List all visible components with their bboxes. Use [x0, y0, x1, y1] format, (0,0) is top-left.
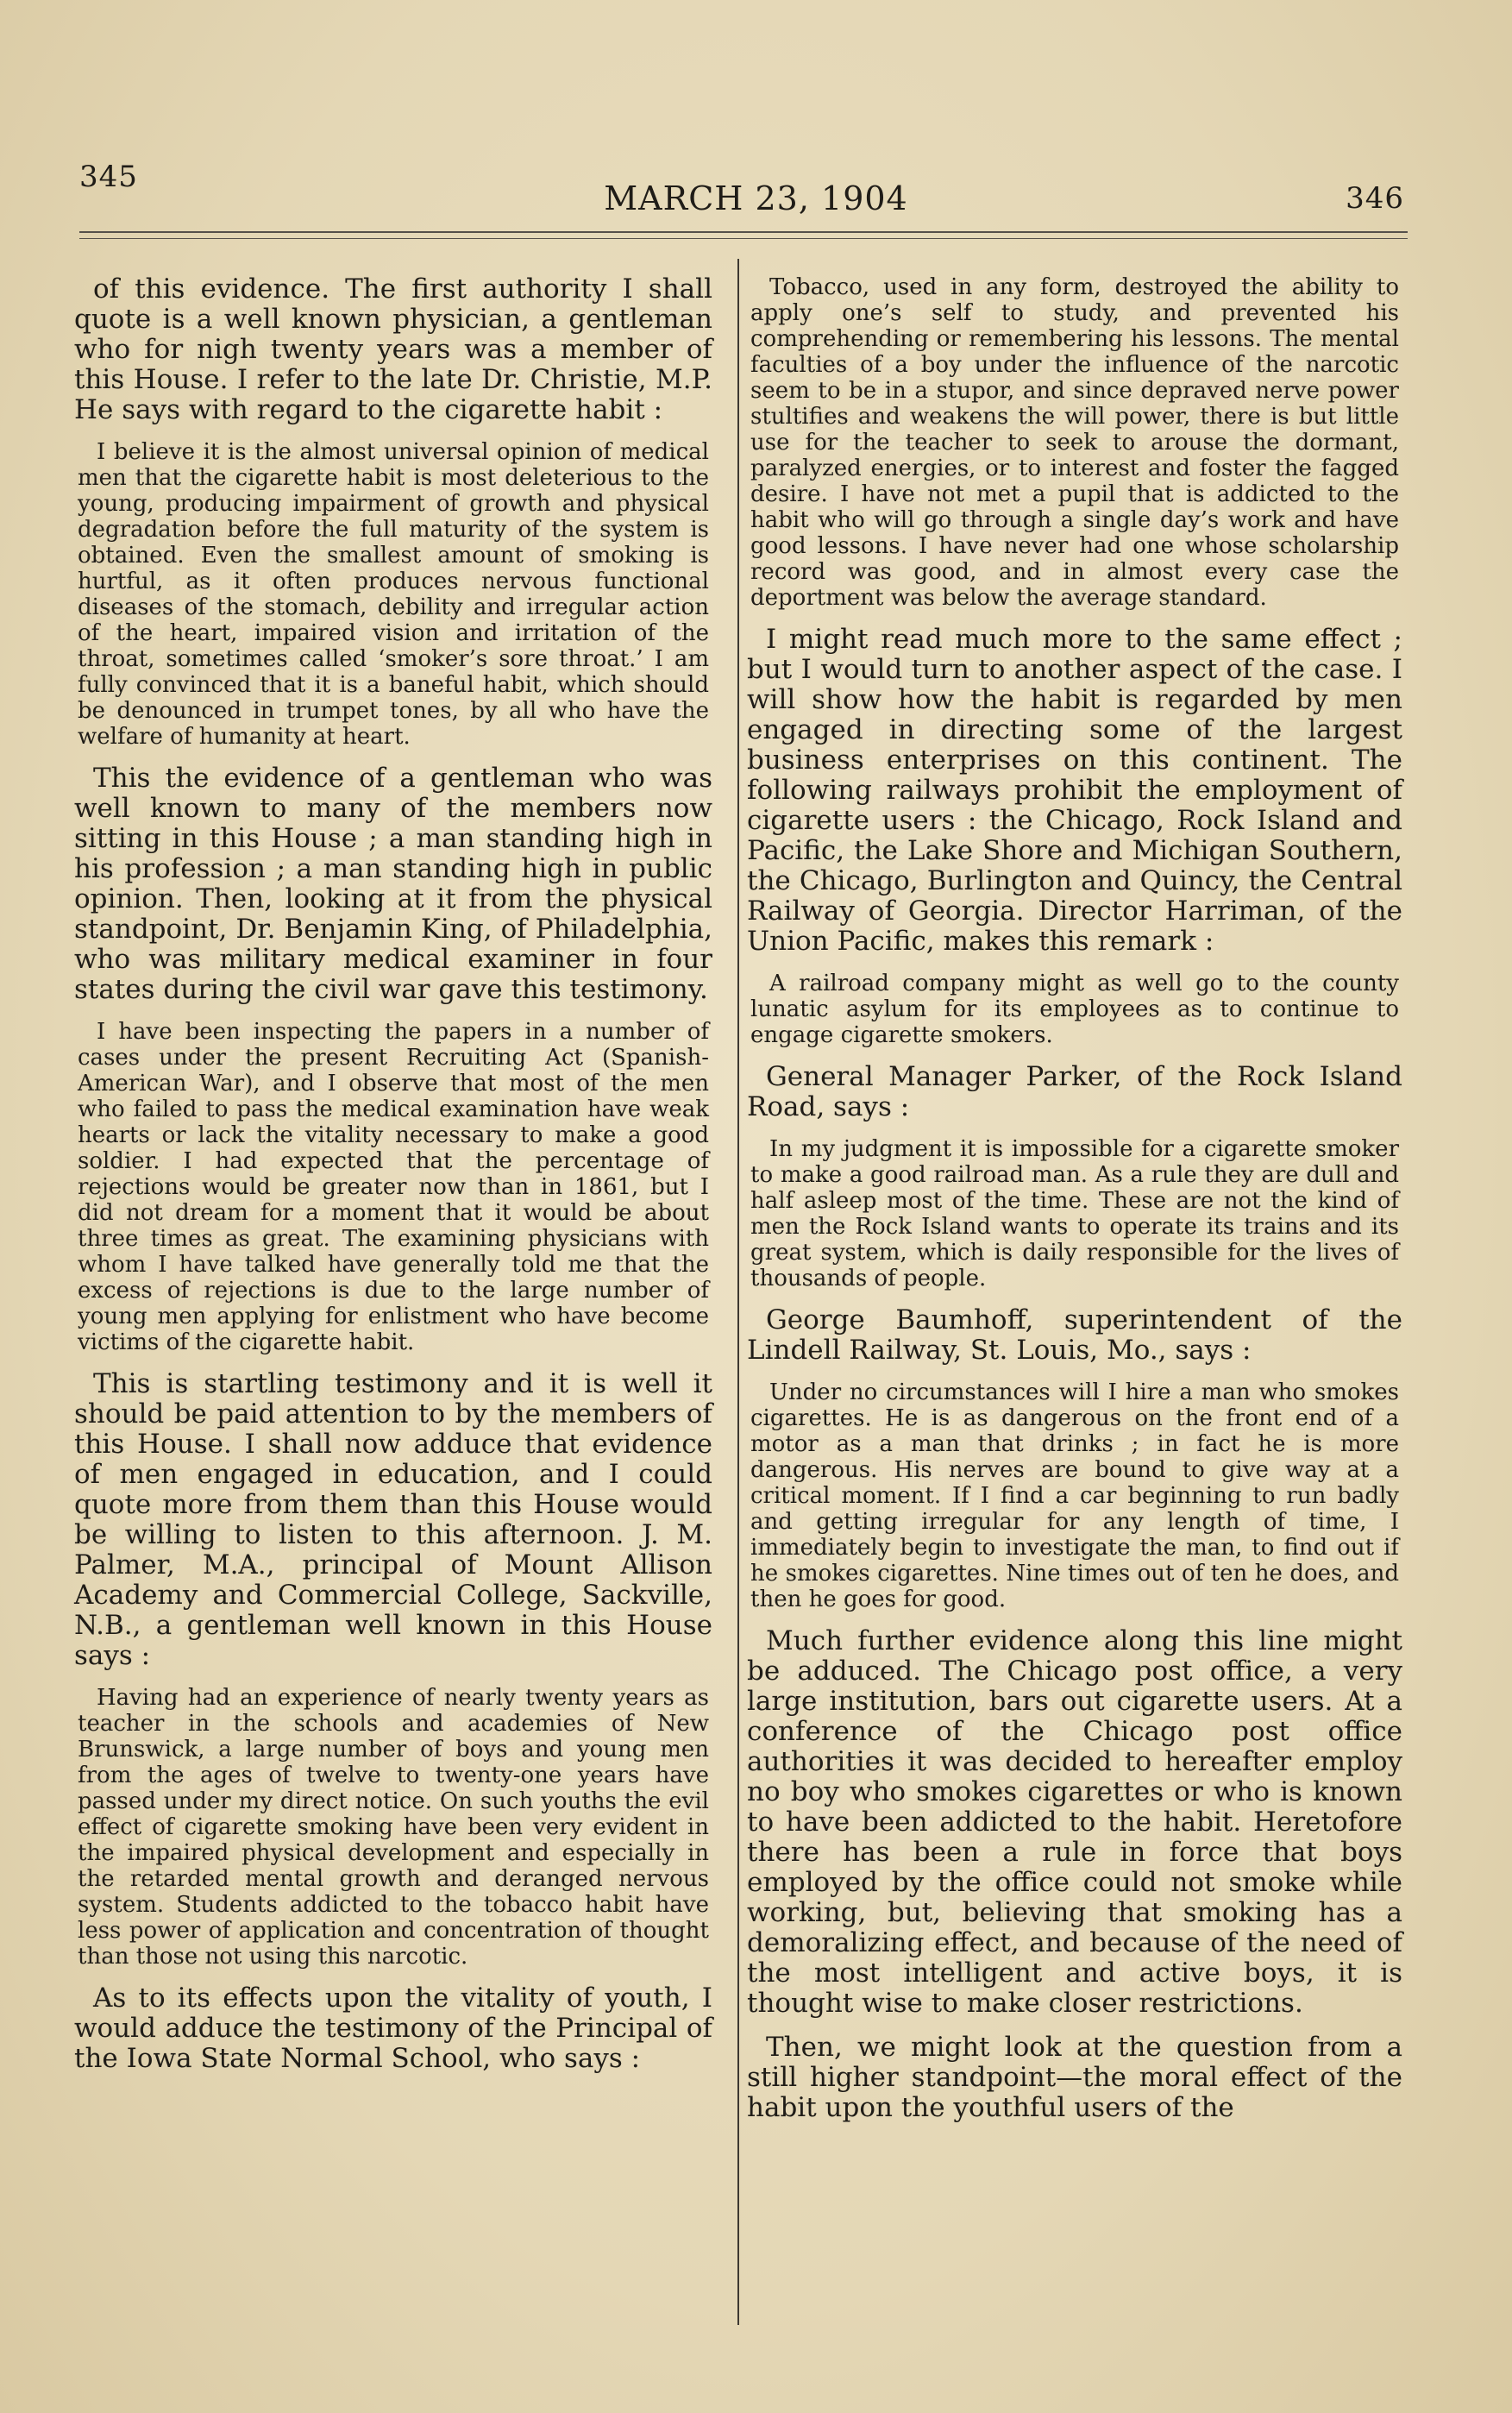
quoted-paragraph: I have been inspecting the papers in a number of cases under the present Recruiting Act (Spanish-American War), and I observe that most of the men who failed to pass the medical examination have weak hearts or lack the vitality necessary to make a good soldier. I had expected that the percentage of rejections would be greater now than in 1861, but I did not dream for a moment that it would be about three times as great. The examining physicians with whom I have talked have generally told me that the excess of rejections is due to the large number of young men applying for enlistment who have become victims of the cigarette habit. [78, 1019, 709, 1355]
header-rule-thin [79, 238, 1408, 239]
body-paragraph: Then, we might look at the question from a still higher standpoint—the moral effect of the habit upon the youthful users of the [747, 2032, 1402, 2123]
body-paragraph: General Manager Parker, of the Rock Island Road, says : [747, 1061, 1402, 1122]
left-page-number: 345 [79, 160, 138, 194]
left-column [74, 274, 712, 2088]
quoted-paragraph: Having had an experience of nearly twenty years as teacher in the schools and academies of New Brunswick, a large number of boys and young men from the ages of twelve to twenty-one years have passed under my direct notice. On such youths the evil effect of cigarette smoking have been very evident in the impaired physical development and especially in the retarded mental growth and deranged nervous system. Students addicted to the tobacco habit have less power of application and concentration of thought than those not using this narcotic. [78, 1685, 709, 1970]
body-paragraph: As to its effects upon the vitality of youth, I would adduce the testimony of the Principal of the Iowa State Normal School, who says : [74, 1983, 712, 2074]
body-paragraph: This the evidence of a gentleman who was well known to many of the members now sitting in this House ; a man standing high in his profession ; a man standing high in public opinion. Then, looking at it from the physical standpoint, Dr. Benjamin King, of Philadelphia, who was military medical examiner in four states during the civil war gave this testimony. [74, 763, 712, 1005]
right-column [747, 274, 1402, 2137]
quoted-paragraph: A railroad company might as well go to the county lunatic asylum for its employees as to continue to engage cigarette smokers. [750, 971, 1399, 1048]
header-rule [79, 231, 1408, 233]
quoted-paragraph: In my judgment it is impossible for a cigarette smoker to make a good railroad man. As a rule they are dull and half asleep most of the time. These are not the kind of men the Rock Island wants to operate its trains and its great system, which is daily responsible for the lives of thousands of people. [750, 1136, 1399, 1291]
column-divider [737, 259, 739, 2325]
page-date: MARCH 23, 1904 [604, 179, 908, 217]
quoted-paragraph: Tobacco, used in any form, destroyed the ability to apply one’s self to study, and prevented his comprehending or remembering his lessons. The mental faculties of a boy under the influence of the narcotic seem to be in a stupor, and since depraved nerve power stultifies and weakens the will power, there is but little use for the teacher to seek to arouse the dormant, paralyzed energies, or to interest and foster the fagged desire. I have not met a pupil that is addicted to the habit who will go through a single day’s work and have good lessons. I have never had one whose scholarship record was good, and in almost every case the deportment was below the average standard. [750, 274, 1399, 611]
body-paragraph: This is startling testimony and it is well it should be paid attention to by the members of this House. I shall now adduce that evidence of men engaged in education, and I could quote more from them than this House would be willing to listen to this afternoon. J. M. Palmer, M.A., principal of Mount Allison Academy and Commercial College, Sackville, N.B., a gentleman well known in this House says : [74, 1368, 712, 1671]
body-paragraph: Much further evidence along this line might be adduced. The Chicago post office, a very large institution, bars out cigarette users. At a conference of the Chicago post office authorities it was decided to hereafter employ no boy who smokes cigarettes or who is known to have been addicted to the habit. Heretofore there has been a rule in force that boys employed by the office could not smoke while working, but, believing that smoking has a demoralizing effect, and because of the need of the most intelligent and active boys, it is thought wise to make closer restrictions. [747, 1625, 1402, 2019]
body-paragraph: I might read much more to the same effect ; but I would turn to another aspect of the case. I will show how the habit is regarded by men engaged in directing some of the largest business enterprises on this continent. The following railways prohibit the employment of cigarette users : the Chicago, Rock Island and Pacific, the Lake Shore and Michigan Southern, the Chicago, Burlington and Quincy, the Central Railway of Georgia. Director Harriman, of the Union Pacific, makes this remark : [747, 624, 1402, 957]
right-page-number: 346 [1346, 181, 1404, 216]
quoted-paragraph: I believe it is the almost universal opinion of medical men that the cigarette habit is most deleterious to the young, producing impairment of growth and physical degradation before the full maturity of the system is obtained. Even the smallest amount of smoking is hurtful, as it often produces nervous functional diseases of the stomach, debility and irregular action of the heart, impaired vision and irritation of the throat, sometimes called ‘smoker’s sore throat.’ I am fully convinced that it is a baneful habit, which should be denounced in trumpet tones, by all who have the welfare of humanity at heart. [78, 439, 709, 750]
body-paragraph: George Baumhoff, superintendent of the Lindell Railway, St. Louis, Mo., says : [747, 1304, 1402, 1366]
quoted-paragraph: Under no circumstances will I hire a man who smokes cigarettes. He is as dangerous on the front end of a motor as a man that drinks ; in fact he is more dangerous. His nerves are bound to give way at a critical moment. If I find a car beginning to run badly and getting irregular for any length of time, I immediately begin to investigate the man, to find out if he smokes cigarettes. Nine times out of ten he does, and then he goes for good. [750, 1379, 1399, 1612]
body-paragraph: of this evidence. The first authority I shall quote is a well known physician, a gentleman who for nigh twenty years was a member of this House. I refer to the late Dr. Christie, M.P. He says with regard to the cigarette habit : [74, 273, 712, 425]
